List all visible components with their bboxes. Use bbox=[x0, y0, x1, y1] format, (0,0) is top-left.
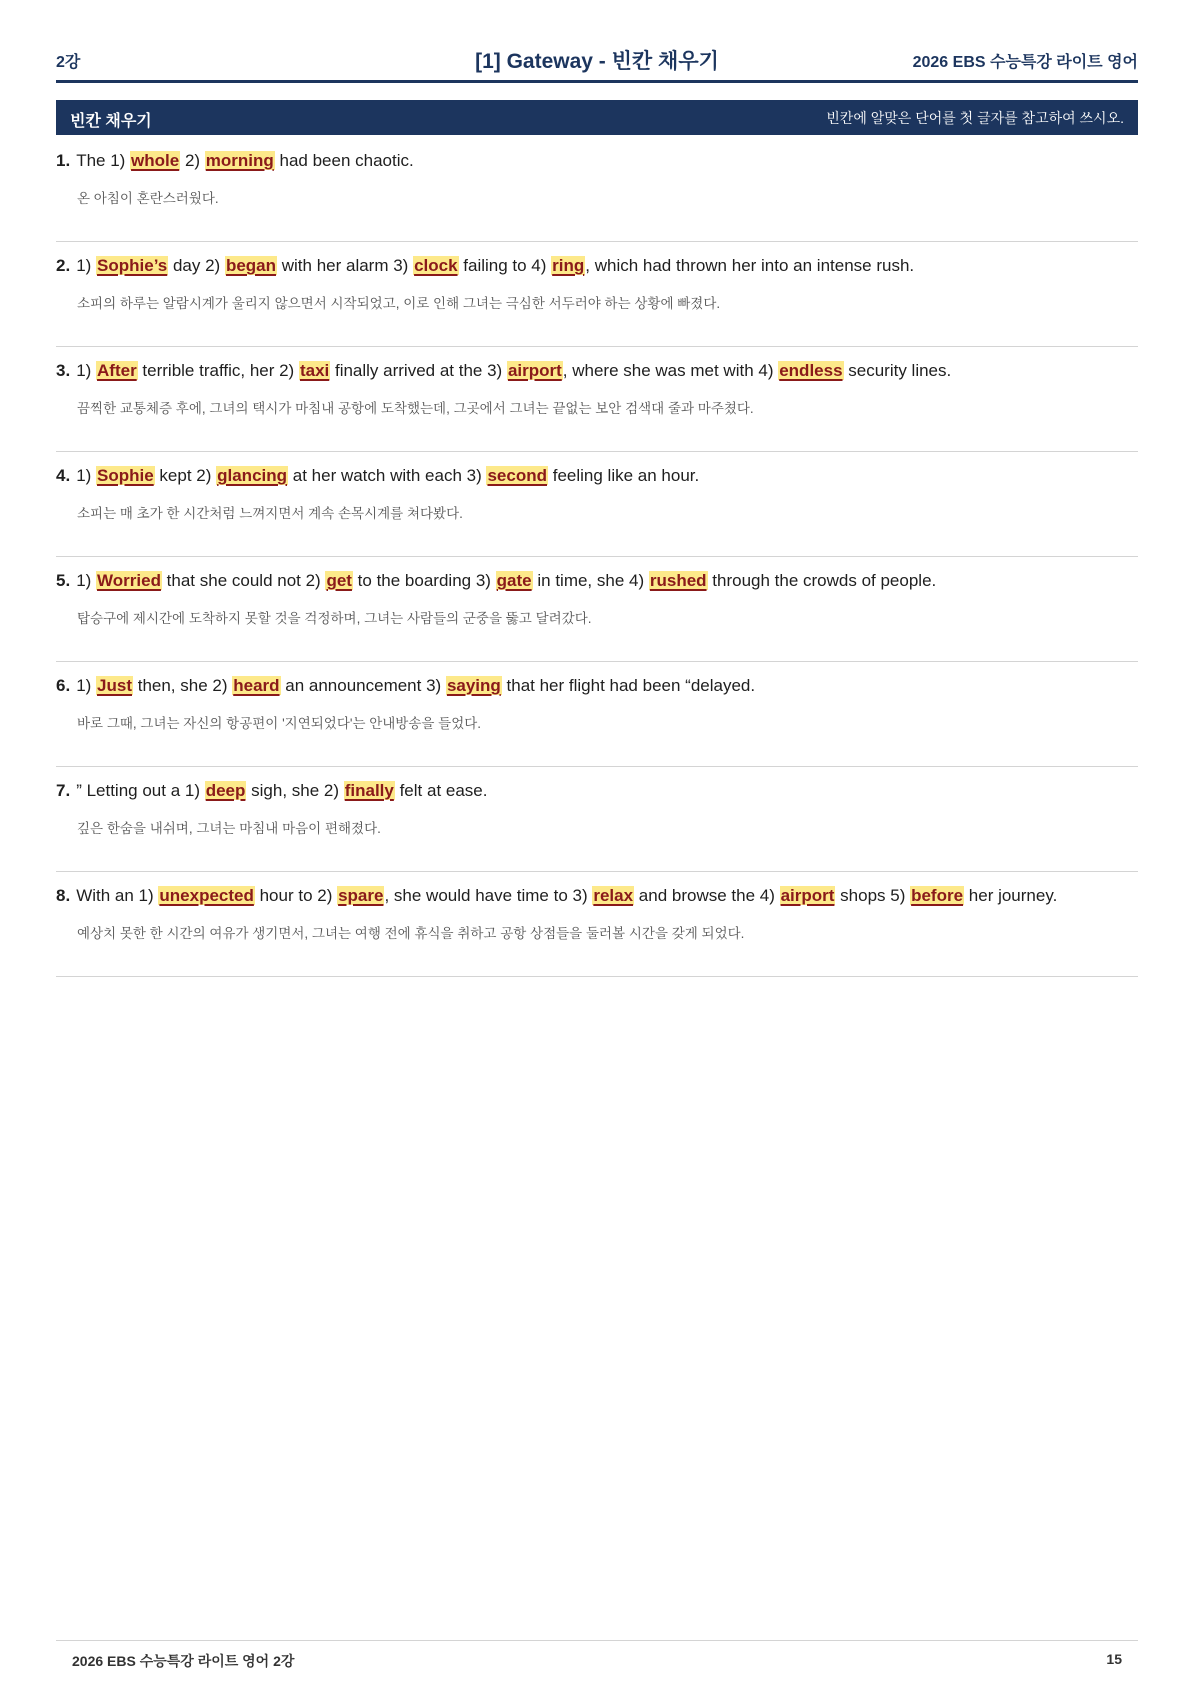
answer-blank: whole bbox=[131, 151, 180, 170]
answer-blank: relax bbox=[593, 886, 634, 905]
english-sentence bbox=[56, 151, 414, 171]
item-number: 2. bbox=[56, 256, 71, 275]
answer-blank: heard bbox=[233, 676, 280, 695]
sentence-text: that her flight had been “delayed. bbox=[501, 676, 756, 695]
korean-translation: 끔찍한 교통체증 후에, 그녀의 택시가 마침내 공항에 도착했는데, 그곳에서 그녀는 끝없는 보안 검색대 줄과 마주쳤다. bbox=[77, 401, 754, 416]
sentence-text: 1) bbox=[76, 361, 97, 380]
sentence-text: kept 2) bbox=[154, 466, 217, 485]
answer-blank: began bbox=[225, 256, 277, 275]
answer-blank: spare bbox=[338, 886, 384, 905]
exercise-item bbox=[56, 137, 1138, 242]
answer-blank: get bbox=[326, 571, 352, 590]
korean-translation: 예상치 못한 한 시간의 여유가 생기면서, 그녀는 여행 전에 휴식을 취하고 공항 상점들을 둘러볼 시간을 갖게 되었다. bbox=[77, 926, 745, 941]
answer-blank: glancing bbox=[217, 466, 288, 485]
sentence-text: , where she was met with 4) bbox=[562, 361, 779, 380]
sentence-text: failing to 4) bbox=[458, 256, 552, 275]
sentence-text: The 1) bbox=[76, 151, 131, 170]
english-sentence bbox=[56, 361, 951, 381]
korean-translation: 탑승구에 제시간에 도착하지 못할 것을 걱정하며, 그녀는 사람들의 군중을 뚫고 달려갔다. bbox=[77, 611, 592, 626]
sentence-text: and browse the 4) bbox=[634, 886, 780, 905]
sentence-text: that she could not 2) bbox=[161, 571, 326, 590]
sentence-text: with her alarm 3) bbox=[277, 256, 414, 275]
answer-blank: morning bbox=[205, 151, 274, 170]
exercise-item bbox=[56, 347, 1138, 452]
exercise-list bbox=[56, 137, 1138, 977]
sentence-text: feeling like an hour. bbox=[548, 466, 700, 485]
sentence-text: , she would have time to 3) bbox=[384, 886, 593, 905]
footer-book-title: 2026 EBS 수능특강 라이트 영어 2강 bbox=[72, 1653, 295, 1669]
item-number: 5. bbox=[56, 571, 71, 590]
sentence-text: her journey. bbox=[964, 886, 1058, 905]
korean-translation: 소피는 매 초가 한 시간처럼 느껴지면서 계속 손목시계를 쳐다봤다. bbox=[77, 506, 463, 521]
answer-blank: taxi bbox=[299, 361, 330, 380]
english-sentence bbox=[56, 256, 914, 276]
english-sentence bbox=[56, 781, 487, 801]
answer-blank: clock bbox=[414, 256, 458, 275]
sentence-text: 1) bbox=[76, 571, 97, 590]
english-sentence bbox=[56, 571, 936, 591]
sentence-text: 1) bbox=[76, 466, 97, 485]
item-number: 4. bbox=[56, 466, 71, 485]
answer-blank: ring bbox=[552, 256, 585, 275]
exercise-item bbox=[56, 452, 1138, 557]
sentence-text: , which had thrown her into an intense rush. bbox=[585, 256, 915, 275]
sentence-text: then, she 2) bbox=[133, 676, 233, 695]
answer-blank: airport bbox=[780, 886, 835, 905]
sentence-text: at her watch with each 3) bbox=[288, 466, 487, 485]
answer-blank: airport bbox=[507, 361, 562, 380]
section-title: 빈칸 채우기 bbox=[70, 113, 152, 130]
sentence-text: shops 5) bbox=[835, 886, 911, 905]
exercise-item bbox=[56, 662, 1138, 767]
item-number: 3. bbox=[56, 361, 71, 380]
sentence-text: 2) bbox=[180, 151, 205, 170]
english-sentence bbox=[56, 676, 755, 696]
sentence-text: With an 1) bbox=[76, 886, 159, 905]
lesson-label: 2강 bbox=[56, 54, 81, 71]
answer-blank: second bbox=[487, 466, 547, 485]
answer-blank: before bbox=[911, 886, 964, 905]
answer-blank: Just bbox=[97, 676, 132, 695]
answer-blank: Sophie bbox=[97, 466, 154, 485]
answer-blank: Worried bbox=[97, 571, 161, 590]
answer-blank: finally bbox=[344, 781, 394, 800]
sentence-text: felt at ease. bbox=[394, 781, 488, 800]
sentence-text: hour to 2) bbox=[254, 886, 338, 905]
korean-translation: 온 아침이 혼란스러웠다. bbox=[77, 191, 219, 206]
english-sentence bbox=[56, 466, 699, 486]
page-header bbox=[56, 40, 1138, 83]
korean-translation: 깊은 한숨을 내쉬며, 그녀는 마침내 마음이 편해졌다. bbox=[77, 821, 381, 836]
exercise-item bbox=[56, 872, 1138, 977]
sentence-text: an announcement 3) bbox=[280, 676, 446, 695]
sentence-text: security lines. bbox=[843, 361, 952, 380]
korean-translation: 바로 그때, 그녀는 자신의 항공편이 '지연되었다'는 안내방송을 들었다. bbox=[77, 716, 482, 731]
section-bar bbox=[56, 100, 1138, 135]
sentence-text: 1) bbox=[76, 676, 97, 695]
item-number: 7. bbox=[56, 781, 71, 800]
section-instruction: 빈칸에 알맞은 단어를 첫 글자를 참고하여 쓰시오. bbox=[826, 110, 1124, 126]
english-sentence bbox=[56, 886, 1057, 906]
answer-blank: After bbox=[97, 361, 137, 380]
exercise-item bbox=[56, 767, 1138, 872]
sentence-text: through the crowds of people. bbox=[707, 571, 937, 590]
exercise-item bbox=[56, 557, 1138, 662]
sentence-text: in time, she 4) bbox=[532, 571, 649, 590]
answer-blank: Sophie’s bbox=[97, 256, 168, 275]
korean-translation: 소피의 하루는 알람시계가 울리지 않으면서 시작되었고, 이로 인해 그녀는 극심한 서두러야 하는 상황에 빠졌다. bbox=[77, 296, 721, 311]
item-number: 6. bbox=[56, 676, 71, 695]
page-title: [1] Gateway - 빈칸 채우기 bbox=[475, 50, 719, 73]
answer-blank: gate bbox=[496, 571, 532, 590]
answer-blank: endless bbox=[779, 361, 843, 380]
sentence-text: ” Letting out a 1) bbox=[76, 781, 205, 800]
answer-blank: deep bbox=[205, 781, 246, 800]
item-number: 1. bbox=[56, 151, 71, 170]
sentence-text: 1) bbox=[76, 256, 97, 275]
sentence-text: finally arrived at the 3) bbox=[330, 361, 507, 380]
sentence-text: sigh, she 2) bbox=[246, 781, 344, 800]
book-title: 2026 EBS 수능특강 라이트 영어 bbox=[912, 54, 1138, 71]
page-number: 15 bbox=[1106, 1651, 1122, 1667]
answer-blank: rushed bbox=[649, 571, 707, 590]
sentence-text: day 2) bbox=[168, 256, 225, 275]
exercise-item bbox=[56, 242, 1138, 347]
answer-blank: unexpected bbox=[159, 886, 254, 905]
item-number: 8. bbox=[56, 886, 71, 905]
sentence-text: to the boarding 3) bbox=[352, 571, 496, 590]
sentence-text: terrible traffic, her 2) bbox=[137, 361, 299, 380]
sentence-text: had been chaotic. bbox=[274, 151, 414, 170]
page-footer bbox=[56, 1640, 1138, 1669]
answer-blank: saying bbox=[446, 676, 501, 695]
